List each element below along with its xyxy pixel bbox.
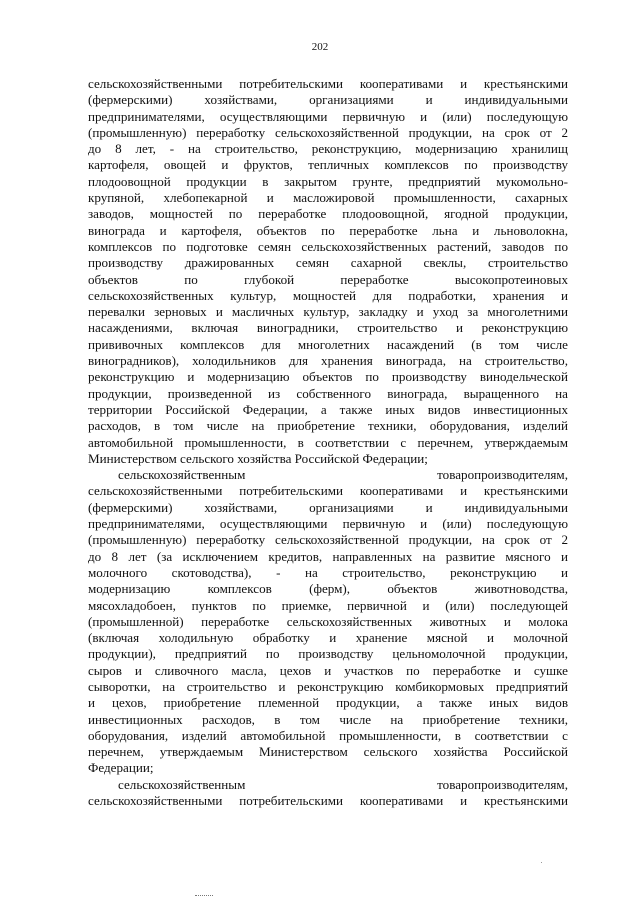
text-line: мясохладобоен, пунктов по приемке, первичной и (или) последующей [88, 597, 568, 613]
scan-dot [541, 862, 542, 863]
text-line: и цехов, приобретение племенной продукции, а также иных видов [88, 695, 568, 711]
text-line: продукции, произведенной из собственного винограда, выращенного на [88, 385, 568, 401]
text-line: (включая холодильную обработку и хранение мясной и молочной [88, 630, 568, 646]
text-line: объектов по глубокой переработке высокопротеиновых [88, 271, 568, 287]
text-line: модернизацию комплексов (ферм), объектов животноводства, [88, 581, 568, 597]
text-line: производству дражированных семян сахарной свеклы, строительство [88, 255, 568, 271]
text-line: плодоовощной продукции в закрытом грунте, предприятий мукомольно- [88, 173, 568, 189]
text-line: предпринимателями, осуществляющими первичную и (или) последующую [88, 108, 568, 124]
text-line: крупяной, хлебопекарной и масложировой промышленности, сахарных [88, 190, 568, 206]
text-line: реконструкцию и модернизацию объектов по производству винодельческой [88, 369, 568, 385]
text-line: оборудования, изделий автомобильной промышленности, в соответствии с [88, 727, 568, 743]
text-line: сыров и сливочного масла, цехов и участков по переработке и сушке [88, 662, 568, 678]
text-line: заводов, мощностей по переработке плодоовощной, ягодной продукции, [88, 206, 568, 222]
text-line: Министерством сельского хозяйства Российской Федерации; [88, 450, 428, 466]
text-line: сыворотки, на строительство и реконструкцию комбикормовых предприятий [88, 678, 568, 694]
text-line: расходов, в том числе на приобретение техники, оборудования, изделий [88, 418, 568, 434]
text-line: территории Российской Федерации, а также иных видов инвестиционных [88, 401, 568, 417]
text-line: виноградников), холодильников для хранения винограда, на строительство, [88, 353, 568, 369]
text-line: (промышленную) переработку сельскохозяйственной продукции, на срок от 2 [88, 124, 568, 140]
text-line: сельскохозяйственными потребительскими кооперативами и крестьянскими [88, 793, 568, 809]
text-line: винограда и картофеля, объектов по переработке льна и льноволокна, [88, 222, 568, 238]
text-line: сельскохозяйственными потребительскими кооперативами и крестьянскими [88, 76, 568, 91]
text-line: сельскохозяйственными потребительскими кооперативами и крестьянскими [88, 483, 568, 499]
text-line: Федерации; [88, 760, 154, 776]
text-line: молочного скотоводства), - на строительство, реконструкцию и [88, 564, 568, 580]
text-line: прививочных комплексов для многолетних насаждений (в том числе [88, 336, 568, 352]
text-line: предпринимателями, осуществляющими первичную и (или) последующую [88, 516, 568, 532]
scan-artifact [195, 895, 213, 897]
text-line: перечнем, утверждаемым Министерством сельского хозяйства Российской [88, 744, 568, 760]
text-line: до 8 лет, - на строительство, реконструкцию, модернизацию хранилищ [88, 141, 568, 157]
text-line: инвестиционных расходов, в том числе на приобретение техники, [88, 711, 568, 727]
text-line: продукции), предприятий по производству цельномолочной продукции, [88, 646, 568, 662]
text-line: (промышленной) переработке сельскохозяйственных животных и молока [88, 613, 568, 629]
text-line: сельскохозяйственным товаропроизводителям, [118, 776, 568, 792]
body-text [88, 76, 568, 809]
text-line: (фермерскими) хозяйствами, организациями и индивидуальными [88, 92, 568, 108]
text-line: (промышленную) переработку сельскохозяйственной продукции, на срок от 2 [88, 532, 568, 548]
text-line: насаждениями, включая виноградники, строительство и реконструкцию [88, 320, 568, 336]
text-line: до 8 лет (за исключением кредитов, направленных на развитие мясного и [88, 548, 568, 564]
text-line: автомобильной промышленности, в соответствии с перечнем, утверждаемым [88, 434, 568, 450]
text-line: комплексов по подготовке семян сельскохозяйственных растений, заводов по [88, 238, 568, 254]
text-line: (фермерскими) хозяйствами, организациями и индивидуальными [88, 499, 568, 515]
text-line: перевалки зерновых и масличных культур, закладку и уход за многолетними [88, 304, 568, 320]
text-line: сельскохозяйственным товаропроизводителям, [118, 467, 568, 483]
text-line: сельскохозяйственных культур, мощностей для подработки, хранения и [88, 287, 568, 303]
text-line: картофеля, овощей и фруктов, тепличных комплексов по производству [88, 157, 568, 173]
page-number: 202 [311, 41, 329, 53]
